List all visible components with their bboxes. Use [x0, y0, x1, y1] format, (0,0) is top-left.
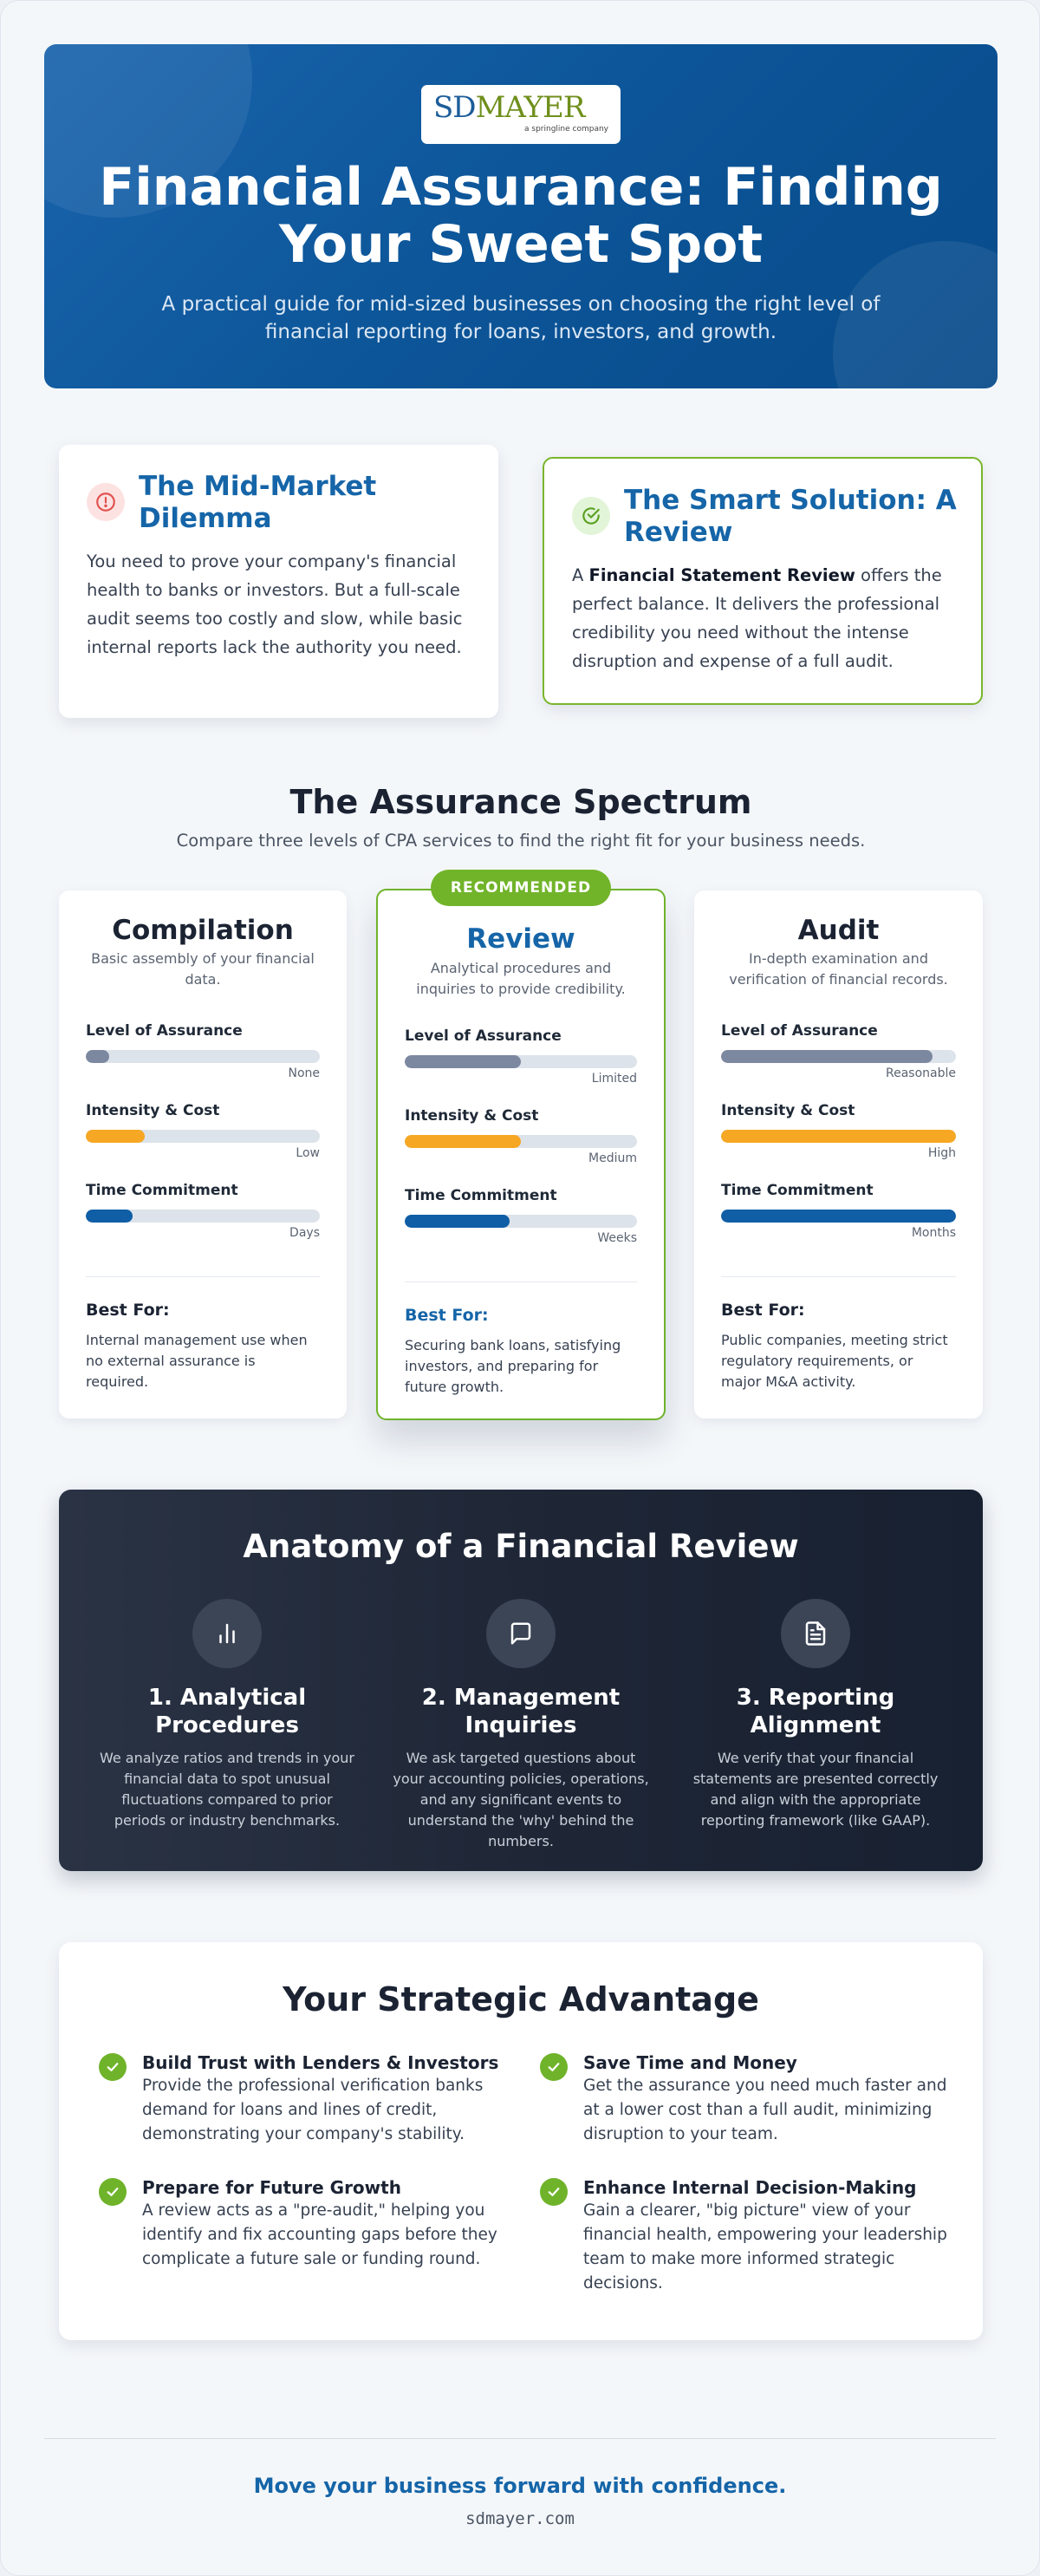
step-description: We analyze ratios and trends in your financial data to spot unusual fluctuations compared to prior periods or industry benchmarks. — [99, 1750, 354, 1829]
anatomy-section — [59, 1490, 983, 1871]
metric-bar-fill — [405, 1135, 521, 1148]
step-reporting-alignment — [677, 1599, 954, 1831]
solution-body-emphasis: Financial Statement Review — [588, 565, 855, 585]
metric-bar-fill — [405, 1215, 510, 1228]
step-title: 3. Reporting Alignment — [736, 1685, 895, 1738]
metric-bar-track — [405, 1135, 637, 1148]
tier-card-audit — [694, 890, 983, 1418]
metric-label: Intensity & Cost — [721, 1102, 855, 1119]
spectrum-title: The Assurance Spectrum — [289, 783, 752, 821]
metric-label: Time Commitment — [405, 1187, 557, 1204]
step-analytical-procedures — [88, 1599, 366, 1831]
advantage-item — [99, 2051, 506, 2147]
advantage-section — [59, 1942, 983, 2340]
metric-label: Time Commitment — [721, 1182, 874, 1199]
metric-time-commitment — [86, 1182, 320, 1240]
advantage-item-title: Prepare for Future Growth — [142, 2177, 401, 2198]
best-for-label: Best For: — [405, 1306, 489, 1325]
metric-time-commitment — [721, 1182, 956, 1240]
check-icon — [540, 2178, 568, 2206]
footer-tagline: Move your business forward with confidence. — [253, 2474, 787, 2498]
metric-intensity-cost — [405, 1107, 637, 1165]
advantage-item-title: Save Time and Money — [583, 2052, 797, 2073]
metric-label: Intensity & Cost — [405, 1107, 539, 1125]
check-circle-icon — [572, 497, 610, 535]
metric-bar-track — [86, 1130, 320, 1143]
tier-description: In-depth examination and verification of financial records. — [729, 950, 948, 988]
metric-bar-track — [86, 1050, 320, 1063]
step-description: We ask targeted questions about your accounting policies, operations, and any significant events to understand the 'why' behind the numbers. — [393, 1750, 649, 1849]
dilemma-card — [59, 445, 498, 718]
metric-label: Intensity & Cost — [86, 1102, 220, 1119]
company-logo — [421, 85, 621, 144]
best-for-text: Internal management use when no external assurance is required. — [86, 1332, 308, 1390]
solution-body-prefix: A — [572, 565, 589, 585]
metric-label: Level of Assurance — [405, 1027, 562, 1045]
metric-bar-fill — [86, 1050, 109, 1063]
metric-bar-fill — [86, 1210, 133, 1223]
metric-level-text: Limited — [591, 1072, 637, 1086]
solution-body-suffix: offers the perfect balance. It delivers the professional credibility you need without the intense disruption and expense of a full audit. — [572, 565, 942, 671]
advantage-item — [99, 2176, 506, 2272]
metric-level-text: Months — [911, 1226, 956, 1240]
metric-level-text: Low — [296, 1146, 320, 1160]
file-text-icon — [781, 1599, 850, 1668]
advantage-item-desc: Provide the professional verification banks demand for loans and lines of credit, demonstrating your company's stability. — [142, 2077, 484, 2143]
metric-bar-fill — [721, 1130, 956, 1143]
metric-bar-track — [405, 1055, 637, 1068]
logo-mayer-text: MAYER — [475, 90, 585, 125]
metric-bar-fill — [86, 1130, 145, 1143]
metric-bar-track — [721, 1130, 956, 1143]
metric-bar-track — [86, 1210, 320, 1223]
step-title: 2. Management Inquiries — [421, 1685, 621, 1738]
metric-bar-fill — [405, 1055, 521, 1068]
tier-card-review — [376, 889, 666, 1420]
spectrum-subtitle: Compare three levels of CPA services to find the right fit for your business needs. — [176, 831, 866, 851]
metric-level-text: Weeks — [597, 1231, 637, 1245]
alert-circle-icon — [87, 483, 125, 521]
metric-bar-track — [721, 1050, 956, 1063]
metric-level-text: Reasonable — [886, 1066, 956, 1080]
metric-level-of-assurance — [721, 1022, 956, 1080]
logo-subtitle: a springline company — [524, 125, 608, 134]
message-square-icon — [486, 1599, 556, 1668]
advantage-item-desc: Get the assurance you need much faster and at a lower cost than a full audit, minimizing disruption to your team. — [583, 2077, 947, 2143]
advantage-item-title: Build Trust with Lenders & Investors — [142, 2052, 499, 2073]
best-for-text: Public companies, meeting strict regulatory requirements, or major M&A activity. — [721, 1332, 948, 1390]
check-icon — [540, 2053, 568, 2081]
metric-time-commitment — [405, 1187, 637, 1245]
metric-level-text: None — [288, 1066, 320, 1080]
metric-bar-track — [405, 1215, 637, 1228]
page-title: Financial Assurance: Finding Your Sweet Spot — [99, 157, 943, 275]
recommended-badge: RECOMMENDED — [431, 870, 611, 906]
step-description: We verify that your financial statements are presented correctly and align with the appropriate reporting framework (like GAAP). — [692, 1750, 939, 1829]
page-subtitle: A practical guide for mid-sized businesses on choosing the right level of financial reporting for loans, investors, and growth. — [161, 293, 881, 343]
metric-level-of-assurance — [405, 1027, 637, 1086]
tier-description: Basic assembly of your financial data. — [91, 950, 315, 988]
advantage-item-title: Enhance Internal Decision-Making — [583, 2177, 917, 2198]
best-for-label: Best For: — [721, 1301, 805, 1320]
metric-level-text: Medium — [588, 1151, 637, 1165]
metric-bar-fill — [721, 1210, 956, 1223]
metric-label: Level of Assurance — [721, 1022, 878, 1040]
logo-sd-text: SD — [433, 90, 476, 125]
hero-banner — [44, 44, 998, 388]
tier-divider — [86, 1276, 320, 1277]
advantage-item — [540, 2176, 947, 2296]
step-title: 1. Analytical Procedures — [147, 1685, 307, 1738]
bar-chart-icon — [192, 1599, 262, 1668]
advantage-item — [540, 2051, 947, 2147]
tier-description: Analytical procedures and inquiries to provide credibility. — [416, 960, 626, 997]
check-icon — [99, 2178, 127, 2206]
check-icon — [99, 2053, 127, 2081]
footer-url[interactable]: sdmayer.com — [465, 2509, 575, 2528]
tier-divider — [405, 1281, 637, 1282]
metric-level-text: High — [927, 1146, 956, 1160]
tier-card-compilation — [59, 890, 347, 1418]
tier-name: Audit — [797, 915, 880, 946]
metric-level-text: Days — [289, 1226, 320, 1240]
metric-bar-fill — [721, 1050, 933, 1063]
dilemma-title: The Mid-Market Dilemma — [139, 471, 377, 534]
tier-name: Compilation — [112, 915, 294, 946]
anatomy-title: Anatomy of a Financial Review — [243, 1528, 799, 1565]
tier-divider — [721, 1276, 956, 1277]
solution-title: The Smart Solution: A Review — [624, 485, 957, 548]
solution-card — [543, 457, 983, 705]
dilemma-body: You need to prove your company's financial health to banks or investors. But a full-scale audit seems too costly and slow, while basic internal reports lack the authority you need. — [87, 551, 463, 657]
metric-level-of-assurance — [86, 1022, 320, 1080]
tier-name: Review — [466, 923, 575, 955]
footer-divider — [44, 2438, 996, 2439]
advantage-title: Your Strategic Advantage — [283, 1980, 759, 2018]
metric-bar-track — [721, 1210, 956, 1223]
metric-label: Time Commitment — [86, 1182, 238, 1199]
best-for-text: Securing bank loans, satisfying investors, and preparing for future growth. — [405, 1337, 621, 1395]
advantage-item-desc: A review acts as a "pre-audit," helping you identify and fix accounting gaps before they complicate a future sale or funding round. — [142, 2201, 497, 2268]
metric-intensity-cost — [721, 1102, 956, 1160]
metric-label: Level of Assurance — [86, 1022, 243, 1040]
metric-intensity-cost — [86, 1102, 320, 1160]
advantage-item-desc: Gain a clearer, "big picture" view of your financial health, empowering your leadership team to make more informed strategic decisions. — [583, 2201, 947, 2292]
best-for-label: Best For: — [86, 1301, 170, 1320]
solution-body — [572, 561, 962, 675]
step-management-inquiries — [382, 1599, 660, 1852]
